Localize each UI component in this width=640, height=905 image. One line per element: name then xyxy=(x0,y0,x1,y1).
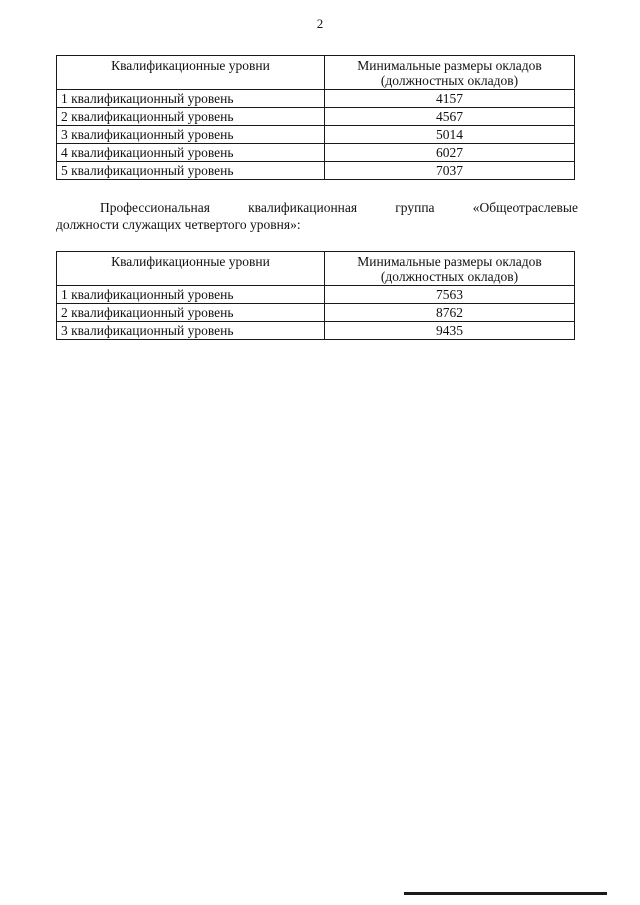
qualification-group-paragraph xyxy=(56,199,578,233)
salary-cell: 6027 xyxy=(325,144,575,162)
qualification-level-cell: 1 квалификационный уровень xyxy=(57,286,325,304)
column-header-minimum-salaries xyxy=(325,252,575,286)
column-header-minimum-salaries xyxy=(325,56,575,90)
table-header-row xyxy=(57,56,575,90)
table-row xyxy=(57,108,575,126)
qualification-level-cell: 1 квалификационный уровень xyxy=(57,90,325,108)
column-header-qualification-levels: Квалификационные уровни xyxy=(57,56,325,90)
qualification-level-cell: 2 квалификационный уровень xyxy=(57,108,325,126)
salary-cell: 7037 xyxy=(325,162,575,180)
column-header-qualification-levels: Квалификационные уровни xyxy=(57,252,325,286)
paragraph-line: Профессиональная квалификационная группа «Общеотраслевые xyxy=(100,200,578,215)
column-header-line: Минимальные размеры окладов xyxy=(357,254,542,269)
qualification-level-cell: 3 квалификационный уровень xyxy=(57,322,325,340)
salary-table-fourth-level xyxy=(56,251,575,340)
salary-cell: 8762 xyxy=(325,304,575,322)
table-row xyxy=(57,304,575,322)
qualification-level-cell: 4 квалификационный уровень xyxy=(57,144,325,162)
page-number: 2 xyxy=(316,16,324,31)
salary-cell: 7563 xyxy=(325,286,575,304)
qualification-level-cell: 2 квалификационный уровень xyxy=(57,304,325,322)
table-row xyxy=(57,90,575,108)
salary-cell: 9435 xyxy=(325,322,575,340)
table-row xyxy=(57,126,575,144)
column-header-line: Минимальные размеры окладов xyxy=(357,58,542,73)
paragraph-line: должности служащих четвертого уровня»: xyxy=(56,217,301,232)
table-row xyxy=(57,162,575,180)
salary-table-third-level xyxy=(56,55,575,180)
qualification-level-cell: 3 квалификационный уровень xyxy=(57,126,325,144)
table-row xyxy=(57,144,575,162)
column-header-line: (должностных окладов) xyxy=(380,269,519,284)
table-row xyxy=(57,286,575,304)
footer-rule-divider xyxy=(404,892,607,895)
salary-cell: 4567 xyxy=(325,108,575,126)
salary-cell: 5014 xyxy=(325,126,575,144)
qualification-level-cell: 5 квалификационный уровень xyxy=(57,162,325,180)
table-header-row xyxy=(57,252,575,286)
column-header-line: (должностных окладов) xyxy=(380,73,519,88)
salary-cell: 4157 xyxy=(325,90,575,108)
table-row xyxy=(57,322,575,340)
